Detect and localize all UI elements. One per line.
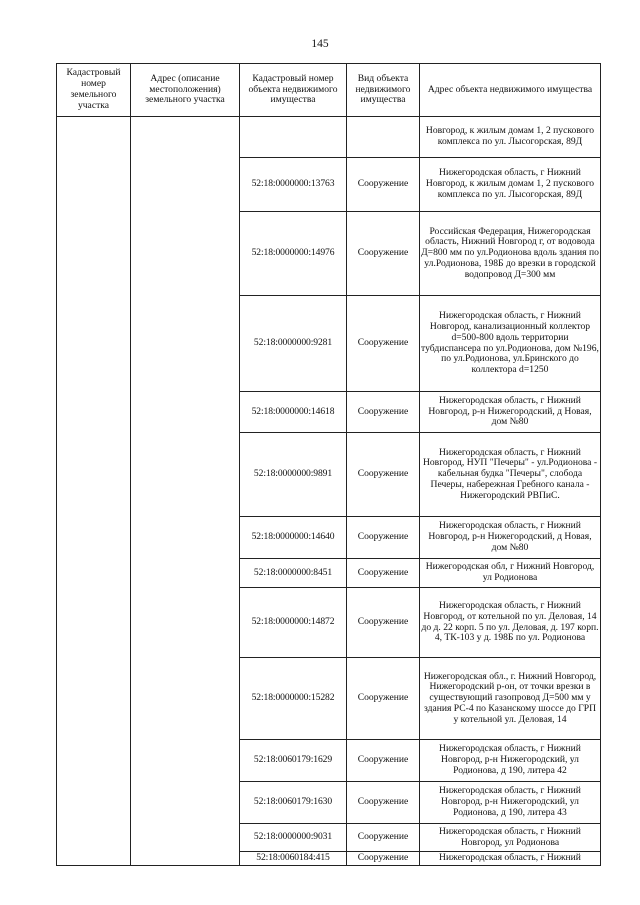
object-cad-number: 52:18:0060179:1630 [240, 782, 347, 824]
land-address-cell [131, 117, 240, 866]
object-type: Сооружение [347, 588, 420, 658]
object-cad-number: 52:18:0000000:13763 [240, 158, 347, 212]
object-address: Нижегородская область, г Нижний Новгород, р-н Нижегородский, д Новая, дом №80 [420, 517, 601, 559]
header-object-cad-number: Кадастровый номер объекта недвижимого имущества [240, 64, 347, 117]
table-header-row [57, 64, 601, 117]
header-land-cad-number: Кадастровый номер земельного участка [57, 64, 131, 117]
object-type: Сооружение [347, 658, 420, 740]
object-address: Российская Федерация, Нижегородская область, Нижний Новгород г, от водовода Д=800 мм по ул.Родионова вдоль здания по ул.Родионова, 198Б до врезки в городской водопровод Д=300 мм [420, 212, 601, 296]
object-type: Сооружение [347, 212, 420, 296]
object-type: Сооружение [347, 559, 420, 588]
object-type: Сооружение [347, 517, 420, 559]
object-type: Сооружение [347, 782, 420, 824]
header-object-type: Вид объекта недвижимого имущества [347, 64, 420, 117]
object-type [347, 117, 420, 158]
object-address: Нижегородская область, г Нижний Новгород, р-н Нижегородский, д Новая, дом №80 [420, 392, 601, 433]
page-number: 145 [311, 38, 329, 50]
object-cad-number: 52:18:0000000:9891 [240, 433, 347, 517]
object-address: Нижегородская область, г Нижний Новгород, к жилым домам 1, 2 пускового комплекса по ул. Лысогорская, 89Д [420, 158, 601, 212]
object-cad-number: 52:18:0000000:9281 [240, 296, 347, 392]
object-address: Нижегородская область, г Нижний Новгород, р-н Нижегородский, ул Родионова, д 190, литера 43 [420, 782, 601, 824]
object-cad-number: 52:18:0000000:9031 [240, 824, 347, 852]
object-type: Сооружение [347, 158, 420, 212]
object-cad-number: 52:18:0000000:8451 [240, 559, 347, 588]
property-table [56, 63, 601, 866]
object-type: Сооружение [347, 392, 420, 433]
object-address: Нижегородская область, г Нижний Новгород, НУП "Печеры" - ул.Родионова - кабельная будка "Печеры", слобода Печеры, набережная Гребного канала - Нижегородский РВПиС. [420, 433, 601, 517]
object-type: Сооружение [347, 296, 420, 392]
object-address: Нижегородская обл, г Нижний Новгород, ул Родионова [420, 559, 601, 588]
object-type: Сооружение [347, 824, 420, 852]
object-address: Новгород, к жилым домам 1, 2 пускового комплекса по ул. Лысогорская, 89Д [420, 117, 601, 158]
object-address: Нижегородская обл., г. Нижний Новгород, Нижегородский р-он, от точки врезки в существующий газопровод Д=500 мм у здания РС-4 по Казанскому шоссе до ГРП у котельной ул. Деловая, 14 [420, 658, 601, 740]
object-type: Сооружение [347, 433, 420, 517]
object-address: Нижегородская область, г Нижний [420, 852, 601, 866]
object-address: Нижегородская область, г Нижний Новгород, ул Родионова [420, 824, 601, 852]
table-row [57, 117, 601, 158]
object-cad-number: 52:18:0000000:15282 [240, 658, 347, 740]
object-cad-number: 52:18:0060179:1629 [240, 740, 347, 782]
object-cad-number: 52:18:0000000:14976 [240, 212, 347, 296]
land-cad-number-cell [57, 117, 131, 866]
object-cad-number: 52:18:0060184:415 [240, 852, 347, 866]
object-cad-number: 52:18:0000000:14618 [240, 392, 347, 433]
object-cad-number: 52:18:0000000:14872 [240, 588, 347, 658]
object-cad-number: 52:18:0000000:14640 [240, 517, 347, 559]
object-address: Нижегородская область, г Нижний Новгород, канализационный коллектор d=500-800 вдоль территории тубдиспансера по ул.Родионова, дом №196, по ул.Родионова, ул.Бринского до коллектора d=1250 [420, 296, 601, 392]
object-type: Сооружение [347, 740, 420, 782]
header-object-address: Адрес объекта недвижимого имущества [420, 64, 601, 117]
object-cad-number [240, 117, 347, 158]
header-land-address: Адрес (описание местоположения) земельного участка [131, 64, 240, 117]
object-address: Нижегородская область, г Нижний Новгород, от котельной по ул. Деловая, 14 до д. 22 корп. 5 по ул. Деловая, д. 197 корп. 4, ТК-103 у д. 198Б по ул. Родионова [420, 588, 601, 658]
object-address: Нижегородская область, г Нижний Новгород, р-н Нижегородский, ул Родионова, д 190, литера 42 [420, 740, 601, 782]
object-type: Сооружение [347, 852, 420, 866]
